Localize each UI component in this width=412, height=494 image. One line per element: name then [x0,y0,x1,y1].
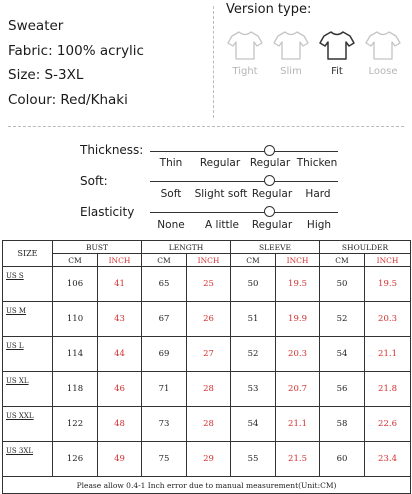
version-option-label: Fit [331,66,343,77]
table-row [3,407,411,442]
product-size-range: Size: S-3XL [8,67,84,83]
version-type-panel [218,0,412,120]
thickness-option-label: Thicken [296,157,338,169]
thickness-title: Thickness: [80,143,144,157]
bust-inch-cell: 43 [98,302,142,337]
length-cm-cell: 67 [142,302,187,337]
shoulder-cm-cell: 60 [320,442,365,477]
bust-inch-cell: 41 [98,267,142,302]
table-row [3,302,411,337]
shoulder-cm-cell: 54 [320,337,365,372]
size-name-cell [3,302,53,337]
shoulder-inch-cell: 20.3 [365,302,411,337]
elasticity-title: Elasticity [80,205,135,219]
version-type-title: Version type: [226,2,312,17]
size-name: US L [6,342,24,350]
shoulder-inch-cell: 23.4 [365,442,411,477]
length-inch-cell: 29 [187,442,231,477]
sleeve-inch-cell: 21.1 [276,407,320,442]
tshirt-icon [224,30,266,60]
version-option-label: Slim [280,66,302,77]
length-cm-cell: 73 [142,407,187,442]
length-inch-cell: 28 [187,407,231,442]
size-name: US M [6,307,27,315]
table-row [3,442,411,477]
shoulder-cm-cell: 58 [320,407,365,442]
soft-option-label: Regular [251,188,293,200]
bust-cm-cell: 118 [53,372,98,407]
tshirt-icon [362,30,404,60]
size-name: US XL [6,377,29,385]
size-name-cell [3,267,53,302]
size-chart-table [2,240,411,494]
size-name-cell [3,442,53,477]
size-name: US S [6,272,24,280]
horizontal-divider [8,126,404,127]
bust-inch-cell: 49 [98,442,142,477]
bust-header: BUST [53,241,142,254]
bust-cm-cell: 110 [53,302,98,337]
bust-cm-cell: 106 [53,267,98,302]
elasticity-option-label: A little [205,219,239,231]
thickness-scale-line [150,151,338,152]
soft-title: Soft: [80,174,108,188]
soft-scale-line [150,181,338,182]
unit-cm: CM [142,254,187,267]
version-option-slim [270,30,312,77]
sleeve-cm-cell: 50 [231,267,276,302]
size-column-header: SIZE [3,241,53,267]
size-name-cell [3,337,53,372]
unit-inch: INCH [187,254,231,267]
sleeve-inch-cell: 21.5 [276,442,320,477]
product-colour: Colour: Red/Khaki [8,92,128,108]
table-row [3,337,411,372]
unit-cm: CM [53,254,98,267]
length-cm-cell: 75 [142,442,187,477]
soft-indicator [264,175,275,186]
shoulder-inch-cell: 22.6 [365,407,411,442]
elasticity-option-label: None [157,219,185,231]
length-inch-cell: 27 [187,337,231,372]
bust-cm-cell: 122 [53,407,98,442]
shoulder-cm-cell: 52 [320,302,365,337]
bust-cm-cell: 114 [53,337,98,372]
unit-inch: INCH [98,254,142,267]
thickness-option-label: Regular [199,157,241,169]
measurement-note: Please allow 0.4-1 Inch error due to manual measurement(Unit:CM) [3,477,411,494]
soft-option-label: Hard [305,188,331,200]
thickness-option-label: Regular [249,157,291,169]
unit-cm: CM [320,254,365,267]
length-cm-cell: 65 [142,267,187,302]
product-fabric: Fabric: 100% acrylic [8,43,144,59]
length-header: LENGTH [142,241,231,254]
table-row [3,267,411,302]
shoulder-inch-cell: 19.5 [365,267,411,302]
size-name: US XXL [6,412,34,420]
size-name-cell [3,407,53,442]
elasticity-scale-line [150,212,338,213]
sleeve-cm-cell: 55 [231,442,276,477]
length-inch-cell: 25 [187,267,231,302]
sleeve-cm-cell: 54 [231,407,276,442]
bust-cm-cell: 126 [53,442,98,477]
bust-inch-cell: 48 [98,407,142,442]
sleeve-header: SLEEVE [231,241,320,254]
sleeve-cm-cell: 52 [231,337,276,372]
unit-inch: INCH [365,254,411,267]
length-inch-cell: 28 [187,372,231,407]
sleeve-inch-cell: 20.7 [276,372,320,407]
elasticity-option-label: High [306,219,332,231]
shoulder-cm-cell: 56 [320,372,365,407]
thickness-option-label: Thin [159,157,183,169]
version-option-label: Loose [368,66,398,77]
shoulder-inch-cell: 21.8 [365,372,411,407]
elasticity-indicator [264,206,275,217]
vertical-divider [213,6,214,118]
shoulder-cm-cell: 50 [320,267,365,302]
unit-cm: CM [231,254,276,267]
unit-inch: INCH [276,254,320,267]
soft-option-label: Slight soft [194,188,248,200]
version-option-label: Tight [232,66,258,77]
elasticity-option-label: Regular [251,219,293,231]
thickness-indicator [264,145,275,156]
table-row [3,372,411,407]
size-name-cell [3,372,53,407]
version-option-tight [224,30,266,77]
bust-inch-cell: 46 [98,372,142,407]
size-name: US 3XL [6,447,34,455]
length-cm-cell: 71 [142,372,187,407]
product-name: Sweater [8,18,64,34]
sleeve-cm-cell: 53 [231,372,276,407]
version-option-fit [316,30,358,77]
sleeve-inch-cell: 19.9 [276,302,320,337]
version-option-loose [362,30,404,77]
length-inch-cell: 26 [187,302,231,337]
tshirt-icon [316,30,358,60]
bust-inch-cell: 44 [98,337,142,372]
sleeve-cm-cell: 51 [231,302,276,337]
shoulder-header: SHOULDER [320,241,411,254]
shoulder-inch-cell: 21.1 [365,337,411,372]
sleeve-inch-cell: 20.3 [276,337,320,372]
sleeve-inch-cell: 19.5 [276,267,320,302]
tshirt-icon [270,30,312,60]
length-cm-cell: 69 [142,337,187,372]
soft-option-label: Soft [160,188,182,200]
